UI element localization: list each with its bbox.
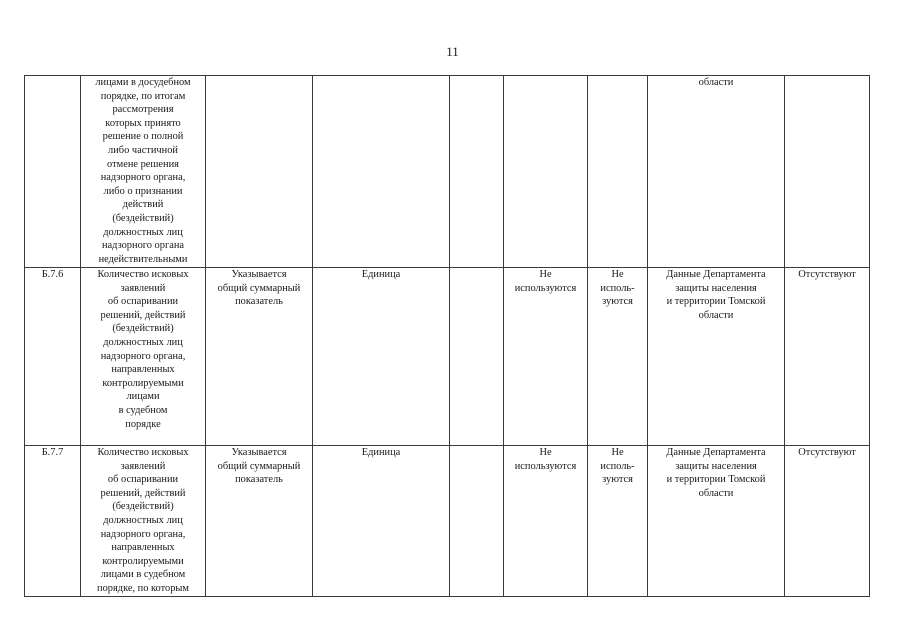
- indicator-name-cell: лицами в досудебном порядке, по итогам рассмотрения которых принято решение о полной либо частичной отмене решения надзорного органа, либо о признании действий (бездействий) должностных лиц надзорного органа недействительными: [81, 76, 206, 268]
- formula-cell: [206, 76, 313, 268]
- formula-cell: Указывается общий суммарный показатель: [206, 268, 313, 446]
- usage-short-cell: Не исполь- зуются: [588, 446, 648, 597]
- note-cell: [785, 76, 870, 268]
- code-cell: [25, 76, 81, 268]
- code-cell: Б.7.7: [25, 446, 81, 597]
- formula-cell: Указывается общий суммарный показатель: [206, 446, 313, 597]
- empty-cell: [450, 446, 504, 597]
- note-cell: Отсутствуют: [785, 446, 870, 597]
- usage-cell: Не используются: [504, 446, 588, 597]
- unit-cell: [313, 76, 450, 268]
- source-cell: Данные Департамента защиты населения и территории Томской области: [648, 446, 785, 597]
- note-cell: Отсутствуют: [785, 268, 870, 446]
- source-cell: области: [648, 76, 785, 268]
- empty-cell: [450, 76, 504, 268]
- usage-short-cell: Не исполь- зуются: [588, 268, 648, 446]
- usage-short-cell: [588, 76, 648, 268]
- unit-cell: Единица: [313, 446, 450, 597]
- empty-cell: [450, 268, 504, 446]
- indicator-name-cell: Количество исковых заявлений об оспаривании решений, действий (бездействий) должностных лиц надзорного органа, направленных контролируемыми лицами в судебном порядке, по которым: [81, 446, 206, 597]
- table-row: [25, 446, 870, 597]
- table-row: [25, 76, 870, 268]
- source-cell: Данные Департамента защиты населения и территории Томской области: [648, 268, 785, 446]
- page-number: 11: [446, 44, 459, 59]
- usage-cell: Не используются: [504, 268, 588, 446]
- table-row: [25, 268, 870, 446]
- code-cell: Б.7.6: [25, 268, 81, 446]
- unit-cell: Единица: [313, 268, 450, 446]
- usage-cell: [504, 76, 588, 268]
- indicator-name-cell: Количество исковых заявлений об оспаривании решений, действий (бездействий) должностных лиц надзорного органа, направленных контролируемыми лицами в судебном порядке: [81, 268, 206, 446]
- indicator-table: [24, 75, 870, 597]
